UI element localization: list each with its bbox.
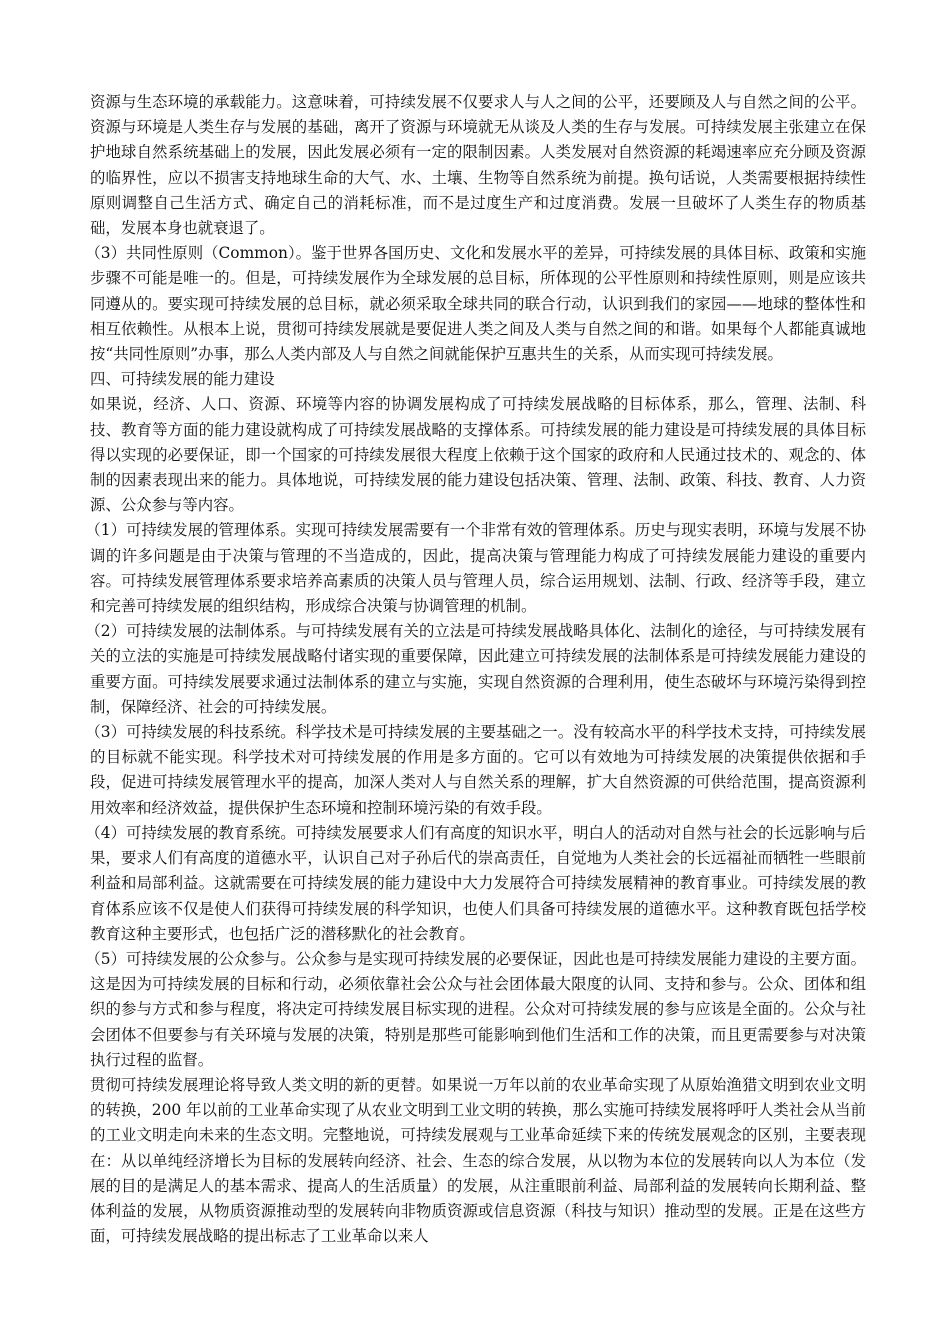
paragraph-management-system: （1）可持续发展的管理体系。实现可持续发展需要有一个非常有效的管理体系。历史与现实表明，环境与发展不协调的许多问题是由于决策与管理的不当造成的，因此，提高决策与管理能力构成了可持续发展能力建设的重要内容。可持续发展管理体系要求培养高素质的决策人员与管理人员，综合运用规划、法制、行政、经济等手段，建立和完善可持续发展的组织结构，形成综合决策与协调管理的机制。 [85,521,866,616]
paragraph-education-system: （4）可持续发展的教育系统。可持续发展要求人们有高度的知识水平，明白人的活动对自然与社会的长远影响与后果，要求人们有高度的道德水平，认识自己对子孙后代的崇高责任，自觉地为人类社会的长远福祉而牺牲一些眼前利益和局部利益。这就需要在可持续发展的能力建设中大力发展符合可持续发展精神的教育事业。可持续发展的教育体系应该不仅是使人们获得可持续发展的科学知识，也使人们具备可持续发展的道德水平。这种教育既包括学校教育这种主要形式，也包括广泛的潜移默化的社会教育。 [85,823,866,943]
paragraph-civilization-change: 贯彻可持续发展理论将导致人类文明的新的更替。如果说一万年以前的农业革命实现了从原始渔猎文明到农业文明的转换，200 年以前的工业革命实现了从农业文明到工业文明的转换，那么实施可持续发展将呼吁人类社会从当前的工业文明走向未来的生态文明。完整地说，可持续发展观与工业革命延续下来的传统发展观念的区别，主要表现在：从以单纯经济增长为目标的发展转向经济、社会、生态的综合发展，从以物为本位的发展转向以人为本位（发展的目的是满足人的基本需求、提高人的生活质量）的发展，从注重眼前利益、局部利益的发展转向长期利益、整体利益的发展，从物质资源推动型的发展转向非物质资源或信息资源（科技与知识）推动型的发展。正是在这些方面，可持续发展战略的提出标志了工业革命以来人 [90,1075,866,1246]
section-heading-capacity-building: 四、可持续发展的能力建设 [90,370,275,389]
paragraph-legal-system: （2）可持续发展的法制体系。与可持续发展有关的立法是可持续发展战略具体化、法制化的途径，与可持续发展有关的立法的实施是可持续发展战略付诸实现的重要保障，因此建立可持续发展的法制体系是可持续发展能力建设的重要方面。可持续发展要求通过法制体系的建立与实施，实现自然资源的合理利用，使生态破坏与环境污染得到控制，保障经济、社会的可持续发展。 [85,622,866,716]
paragraph-public-participation: （5）可持续发展的公众参与。公众参与是实现可持续发展的必要保证，因此也是可持续发展能力建设的主要方面。这是因为可持续发展的目标和行动，必须依靠社会公众与社会团体最大限度的认同、支持和参与。公众、团体和组织的参与方式和参与程度，将决定可持续发展目标实现的进程。公众对可持续发展的参与应该是全面的。公众与社会团体不但要参与有关环境与发展的决策，特别是那些可能影响到他们生活和工作的决策，而且更需要参与对决策执行过程的监督。 [85,949,866,1069]
paragraph-resource-environment: 资源与生态环境的承载能力。这意味着，可持续发展不仅要求人与人之间的公平，还要顾及人与自然之间的公平。资源与环境是人类生存与发展的基础，离开了资源与环境就无从谈及人类的生存与发展。可持续发展主张建立在保护地球自然系统基础上的发展，因此发展必须有一定的限制因素。人类发展对自然资源的耗竭速率应充分顾及资源的临界性，应以不损害支持地球生命的大气、水、土壤、生物等自然系统为前提。换句话说，人类需要根据持续性原则调整自己生活方式、确定自己的消耗标准，而不是过度生产和过度消费。发展一旦破坏了人类生存的物质基础，发展本身也就衰退了。 [90,93,866,238]
paragraph-capacity-intro: 如果说，经济、人口、资源、环境等内容的协调发展构成了可持续发展战略的目标体系，那么，管理、法制、科技、教育等方面的能力建设就构成了可持续发展战略的支撑体系。可持续发展的能力建设是可持续发展的具体目标得以实现的必要保证，即一个国家的可持续发展很大程度上依赖于这个国家的政府和人民通过技术的、观念的、体制的因素表现出来的能力。具体地说，可持续发展的能力建设包括决策、管理、法制、政策、科技、教育、人力资源、公众参与等内容。 [90,395,866,515]
paragraph-common-principle: （3）共同性原则（Common）。鉴于世界各国历史、文化和发展水平的差异，可持续发展的具体目标、政策和实施步骤不可能是唯一的。但是，可持续发展作为全球发展的总目标，所体现的公平性原则和持续性原则，则是应该共同遵从的。要实现可持续发展的总目标，就必须采取全球共同的联合行动，认识到我们的家园——地球的整体性和相互依赖性。从根本上说，贯彻可持续发展就是要促进人类之间及人类与自然之间的和谐。如果每个人都能真诚地按“共同性原则”办事，那么人类内部及人与自然之间就能保护互惠共生的关系，从而实现可持续发展。 [85,244,866,364]
paragraph-science-technology: （3）可持续发展的科技系统。科学技术是可持续发展的主要基础之一。没有较高水平的科学技术支持，可持续发展的目标就不能实现。科学技术对可持续发展的作用是多方面的。它可以有效地为可持续发展的决策提供依据和手段，促进可持续发展管理水平的提高，加深人类对人与自然关系的理解，扩大自然资源的可供给范围，提高资源利用效率和经济效益，提供保护生态环境和控制环境污染的有效手段。 [85,723,866,817]
document-page [85,90,866,1249]
